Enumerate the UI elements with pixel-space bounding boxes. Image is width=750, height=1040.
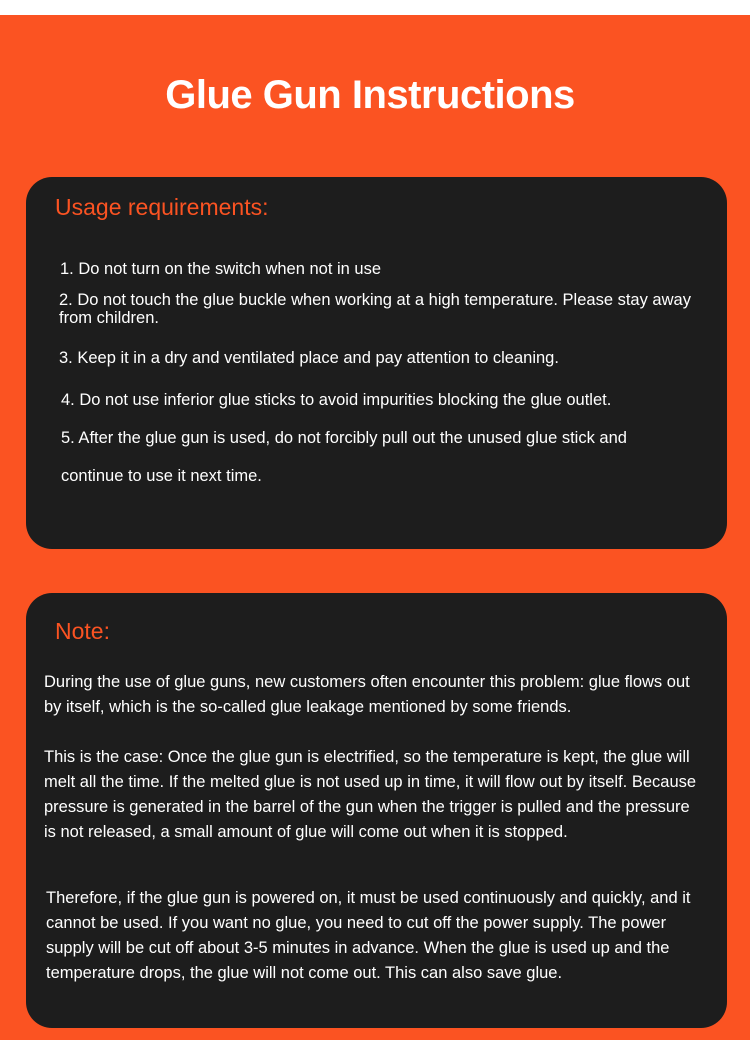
page-title: Glue Gun Instructions bbox=[165, 73, 575, 117]
usage-item-5: 5. After the glue gun is used, do not forcibly pull out the unused glue stick and bbox=[61, 429, 627, 447]
usage-requirements-card bbox=[26, 177, 727, 549]
usage-item-2: 2. Do not touch the glue buckle when working at a high temperature. Please stay away from children. bbox=[59, 291, 691, 327]
note-heading: Note: bbox=[55, 618, 110, 644]
note-paragraph-1: During the use of glue guns, new customers often encounter this problem: glue flows out by itself, which is the so-called glue leakage mentioned by some friends. bbox=[44, 673, 690, 716]
instructions-page bbox=[0, 15, 750, 1040]
usage-item-1: 1. Do not turn on the switch when not in use bbox=[60, 260, 382, 278]
note-paragraph-2: This is the case: Once the glue gun is electrified, so the temperature is kept, the glue will melt all the time. If the melted glue is not used up in time, it will flow out by itself. Because pressure is generated in the barrel of the gun when the trigger is pulled and the pressure is not released, a small amount of glue will come out when it is stopped. bbox=[44, 748, 697, 841]
note-card bbox=[26, 593, 727, 1028]
usage-item-3: 3. Keep it in a dry and ventilated place and pay attention to cleaning. bbox=[59, 349, 559, 367]
usage-requirements-heading: Usage requirements: bbox=[55, 194, 269, 220]
usage-item-4: 4. Do not use inferior glue sticks to avoid impurities blocking the glue outlet. bbox=[61, 391, 612, 409]
usage-item-5-continued: continue to use it next time. bbox=[61, 467, 262, 485]
note-paragraph-3: Therefore, if the glue gun is powered on, it must be used continuously and quickly, and it cannot be used. If you want no glue, you need to cut off the power supply. The power supply will be cut off about 3-5 minutes in advance. When the glue is used up and the temperature drops, the glue will not come out. This can also save glue. bbox=[46, 889, 691, 982]
